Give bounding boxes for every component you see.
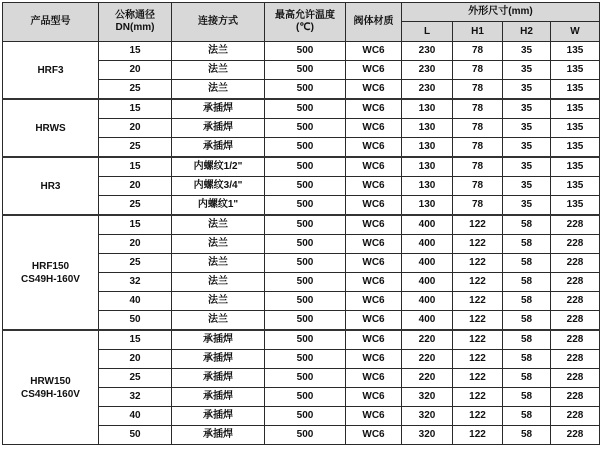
cell-H1: 78 [453,196,503,216]
specification-table [2,2,600,445]
cell-model [3,42,99,100]
model-line: HRWS [35,122,66,134]
cell-L: 230 [402,80,453,100]
cell-connection: 内螺纹1/2" [172,157,265,177]
cell-W: 228 [551,273,600,292]
cell-nominal-diameter: 25 [99,80,172,100]
cell-H1: 78 [453,119,503,138]
cell-L: 130 [402,119,453,138]
cell-H2: 58 [503,350,551,369]
table-body [3,42,600,445]
cell-W: 228 [551,254,600,273]
cell-max-temperature: 500 [265,42,346,61]
cell-nominal-diameter: 20 [99,177,172,196]
cell-body-material: WC6 [346,42,402,61]
cell-L: 220 [402,330,453,350]
cell-H1: 78 [453,42,503,61]
cell-L: 400 [402,235,453,254]
header-H2: H2 [503,22,551,42]
cell-H1: 122 [453,215,503,235]
model-line: CS49H-160V [21,388,80,400]
cell-nominal-diameter: 20 [99,61,172,80]
cell-body-material: WC6 [346,61,402,80]
cell-body-material: WC6 [346,311,402,331]
cell-max-temperature: 500 [265,350,346,369]
cell-nominal-diameter: 25 [99,254,172,273]
cell-H2: 58 [503,426,551,445]
cell-L: 220 [402,350,453,369]
cell-body-material: WC6 [346,350,402,369]
cell-max-temperature: 500 [265,235,346,254]
cell-H2: 58 [503,369,551,388]
cell-W: 228 [551,426,600,445]
cell-body-material: WC6 [346,426,402,445]
cell-max-temperature: 500 [265,215,346,235]
cell-L: 400 [402,292,453,311]
cell-L: 230 [402,61,453,80]
header-W: W [551,22,600,42]
cell-max-temperature: 500 [265,388,346,407]
cell-model [3,99,99,157]
cell-connection: 法兰 [172,292,265,311]
cell-connection: 法兰 [172,61,265,80]
cell-H2: 58 [503,311,551,331]
cell-nominal-diameter: 15 [99,42,172,61]
cell-body-material: WC6 [346,292,402,311]
cell-connection: 内螺纹1" [172,196,265,216]
cell-body-material: WC6 [346,407,402,426]
header-L: L [402,22,453,42]
cell-L: 400 [402,273,453,292]
cell-max-temperature: 500 [265,99,346,119]
cell-H2: 35 [503,119,551,138]
cell-W: 135 [551,61,600,80]
cell-L: 320 [402,407,453,426]
cell-connection: 法兰 [172,215,265,235]
cell-nominal-diameter: 50 [99,426,172,445]
table-row [3,157,600,177]
cell-H2: 35 [503,99,551,119]
cell-W: 135 [551,80,600,100]
cell-W: 228 [551,215,600,235]
cell-L: 400 [402,215,453,235]
cell-H1: 122 [453,369,503,388]
cell-W: 228 [551,292,600,311]
cell-nominal-diameter: 25 [99,138,172,158]
cell-W: 228 [551,330,600,350]
cell-H1: 122 [453,292,503,311]
cell-H1: 78 [453,99,503,119]
cell-H1: 122 [453,311,503,331]
cell-connection: 法兰 [172,42,265,61]
table-row [3,99,600,119]
cell-L: 130 [402,196,453,216]
cell-H1: 122 [453,388,503,407]
cell-nominal-diameter: 25 [99,196,172,216]
cell-W: 228 [551,388,600,407]
cell-W: 135 [551,99,600,119]
cell-connection: 承插焊 [172,330,265,350]
cell-max-temperature: 500 [265,407,346,426]
cell-body-material: WC6 [346,330,402,350]
cell-model [3,330,99,445]
model-line: HRF150 [31,260,70,272]
cell-nominal-diameter: 25 [99,369,172,388]
cell-H2: 35 [503,196,551,216]
cell-H2: 35 [503,138,551,158]
cell-L: 130 [402,138,453,158]
header-max-temperature: 最高允许温度 (℃) [265,3,346,42]
cell-W: 135 [551,42,600,61]
cell-L: 230 [402,42,453,61]
cell-body-material: WC6 [346,273,402,292]
cell-nominal-diameter: 15 [99,330,172,350]
cell-connection: 法兰 [172,80,265,100]
cell-W: 135 [551,138,600,158]
cell-L: 220 [402,369,453,388]
cell-connection: 承插焊 [172,119,265,138]
cell-H1: 122 [453,235,503,254]
cell-H2: 35 [503,42,551,61]
cell-L: 130 [402,177,453,196]
cell-connection: 承插焊 [172,99,265,119]
cell-body-material: WC6 [346,369,402,388]
cell-W: 135 [551,177,600,196]
cell-W: 228 [551,235,600,254]
cell-W: 228 [551,369,600,388]
header-dimensions: 外形尺寸(mm) [402,3,600,22]
cell-connection: 承插焊 [172,350,265,369]
cell-H1: 122 [453,426,503,445]
cell-connection: 法兰 [172,273,265,292]
table-row [3,330,600,350]
model-line: CS49H-160V [21,273,80,285]
cell-H2: 58 [503,273,551,292]
header-nominal-diameter: 公称通径 DN(mm) [99,3,172,42]
cell-H1: 78 [453,157,503,177]
cell-H2: 58 [503,407,551,426]
cell-connection: 法兰 [172,254,265,273]
cell-body-material: WC6 [346,388,402,407]
cell-nominal-diameter: 32 [99,388,172,407]
cell-max-temperature: 500 [265,61,346,80]
cell-L: 130 [402,157,453,177]
cell-body-material: WC6 [346,254,402,273]
cell-H1: 122 [453,350,503,369]
cell-connection: 法兰 [172,311,265,331]
header-connection: 连接方式 [172,3,265,42]
cell-W: 228 [551,407,600,426]
cell-nominal-diameter: 20 [99,119,172,138]
cell-H2: 58 [503,254,551,273]
cell-L: 320 [402,426,453,445]
cell-body-material: WC6 [346,215,402,235]
cell-nominal-diameter: 40 [99,407,172,426]
cell-connection: 承插焊 [172,388,265,407]
table-header [3,3,600,42]
model-line: HR3 [40,180,61,192]
cell-max-temperature: 500 [265,369,346,388]
header-model: 产品型号 [3,3,99,42]
cell-L: 400 [402,254,453,273]
cell-connection: 承插焊 [172,369,265,388]
cell-connection: 承插焊 [172,407,265,426]
cell-body-material: WC6 [346,177,402,196]
cell-H2: 58 [503,215,551,235]
cell-H1: 122 [453,330,503,350]
cell-max-temperature: 500 [265,80,346,100]
cell-H2: 35 [503,157,551,177]
header-body-material: 阀体材质 [346,3,402,42]
model-line: HRW150 [30,375,71,387]
cell-H2: 58 [503,330,551,350]
cell-body-material: WC6 [346,196,402,216]
cell-body-material: WC6 [346,99,402,119]
cell-nominal-diameter: 15 [99,99,172,119]
header-H1: H1 [453,22,503,42]
cell-nominal-diameter: 20 [99,350,172,369]
cell-W: 135 [551,119,600,138]
cell-H2: 58 [503,292,551,311]
cell-H1: 122 [453,273,503,292]
cell-H2: 35 [503,80,551,100]
cell-model [3,215,99,330]
cell-nominal-diameter: 20 [99,235,172,254]
cell-body-material: WC6 [346,235,402,254]
cell-nominal-diameter: 15 [99,215,172,235]
cell-connection: 内螺纹3/4" [172,177,265,196]
cell-connection: 承插焊 [172,426,265,445]
cell-H2: 35 [503,61,551,80]
cell-H1: 78 [453,138,503,158]
cell-W: 135 [551,157,600,177]
cell-max-temperature: 500 [265,119,346,138]
cell-H2: 35 [503,177,551,196]
cell-connection: 承插焊 [172,138,265,158]
cell-nominal-diameter: 32 [99,273,172,292]
cell-W: 135 [551,196,600,216]
table-row [3,215,600,235]
cell-max-temperature: 500 [265,177,346,196]
table-row [3,42,600,61]
model-line: HRF3 [37,64,64,76]
cell-body-material: WC6 [346,138,402,158]
cell-nominal-diameter: 15 [99,157,172,177]
cell-W: 228 [551,350,600,369]
cell-H2: 58 [503,235,551,254]
cell-H2: 58 [503,388,551,407]
cell-connection: 法兰 [172,235,265,254]
cell-nominal-diameter: 40 [99,292,172,311]
cell-max-temperature: 500 [265,311,346,331]
cell-H1: 122 [453,407,503,426]
cell-L: 400 [402,311,453,331]
cell-max-temperature: 500 [265,273,346,292]
cell-model [3,157,99,215]
cell-max-temperature: 500 [265,330,346,350]
cell-max-temperature: 500 [265,292,346,311]
cell-max-temperature: 500 [265,157,346,177]
cell-body-material: WC6 [346,119,402,138]
cell-H1: 78 [453,177,503,196]
cell-W: 228 [551,311,600,331]
cell-H1: 78 [453,61,503,80]
cell-body-material: WC6 [346,157,402,177]
cell-body-material: WC6 [346,80,402,100]
cell-max-temperature: 500 [265,426,346,445]
cell-L: 320 [402,388,453,407]
cell-H1: 122 [453,254,503,273]
cell-L: 130 [402,99,453,119]
cell-max-temperature: 500 [265,196,346,216]
cell-max-temperature: 500 [265,138,346,158]
cell-max-temperature: 500 [265,254,346,273]
cell-H1: 78 [453,80,503,100]
cell-nominal-diameter: 50 [99,311,172,331]
